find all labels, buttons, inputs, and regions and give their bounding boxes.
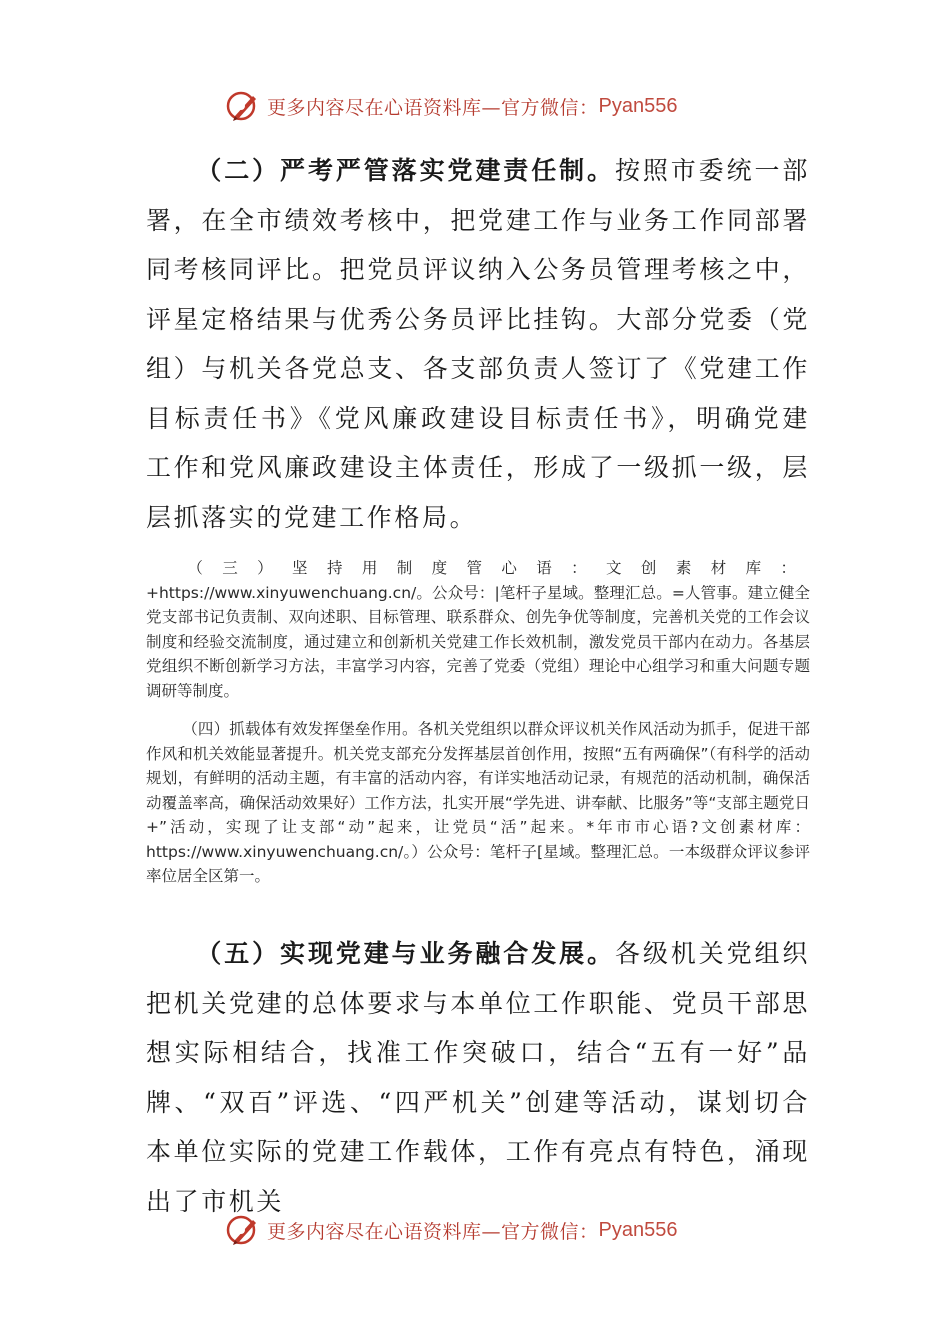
section-4-body: （四）抓载体有效发挥堡垒作用。各机关党组织以群众评议机关作风活动为抓手，促进干部作风和机关效能显著提升。机关党支部充分发挥基层首创作用，按照“五有两确保”（有科学的活动规划，有鲜明的活动主题，有丰富的活动内容，有详实地活动记录，有规范的活动机制，确保活动覆盖率高，确保活动效果好）工作方法，扎实开展“学先进、讲奉献、比服务”等“支部主题党日+”活动，实现了让支部“动”起来，让党员“活”起来。*年市市心语?文创素材库：https://www.xinyuwenchuang.cn/。）公众号：笔杆子[星域。整理汇总。一本级群众评议参评率位居全区第一。 xyxy=(146,720,810,885)
section-2-body: 按照市委统一部署，在全市绩效考核中，把党建工作与业务工作同部署同考核同评比。把党员评议纳入公务员管理考核之中，评星定格结果与优秀公务员评比挂钩。大部分党委（党组）与机关各党总支、各支部负责人签订了《党建工作目标责任书》《党风廉政建设目标责任书》，明确党建工作和党风廉政建设主体责任，形成了一级抓一级，层层抓落实的党建工作格局。 xyxy=(146,156,810,532)
section-4-paragraph xyxy=(146,717,810,889)
section-5-paragraph xyxy=(146,929,810,1226)
pen-nib-logo-icon xyxy=(225,1212,261,1248)
banner-wechat-id: Pyan556 xyxy=(598,1218,678,1241)
footer-banner xyxy=(225,1210,677,1250)
header-banner xyxy=(225,86,677,126)
banner-wechat-id: Pyan556 xyxy=(598,94,678,117)
section-3-body: +https://www.xinyuwenchuang.cn/。公众号：|笔杆子星域。整理汇总。=人管事。建立健全党支部书记负责制、双向述职、目标管理、联系群众、创先争优等制度，完善机关党的工作会议制度和经验交流制度，通过建立和创新机关党建工作长效机制，激发党员干部内在动力。各基层党组织不断创新学习方法，丰富学习内容，完善了党委（党组）理论中心组学习和重大问题专题调研等制度。 xyxy=(146,583,810,700)
pen-nib-logo-icon xyxy=(225,88,261,124)
section-3-paragraph xyxy=(146,556,810,703)
section-5-body: 各级机关党组织把机关党建的总体要求与本单位工作职能、党员干部思想实际相结合，找准工作突破口，结合“五有一好”品牌、“双百”评选、“四严机关”创建等活动，谋划切合本单位实际的党建工作载体，工作有亮点有特色，涌现出了市机关 xyxy=(146,939,810,1216)
section-2-paragraph xyxy=(146,146,810,542)
section-3-heading: （三）坚持用制度管心语：文创素材库： xyxy=(182,559,810,577)
section-5-heading: （五）实现党建与业务融合发展。 xyxy=(196,939,615,968)
banner-text: 更多内容尽在心语资料库—官方微信： xyxy=(267,96,599,119)
banner-text: 更多内容尽在心语资料库—官方微信： xyxy=(267,1220,599,1243)
section-2-heading: （二）严考严管落实党建责任制。 xyxy=(196,156,615,185)
